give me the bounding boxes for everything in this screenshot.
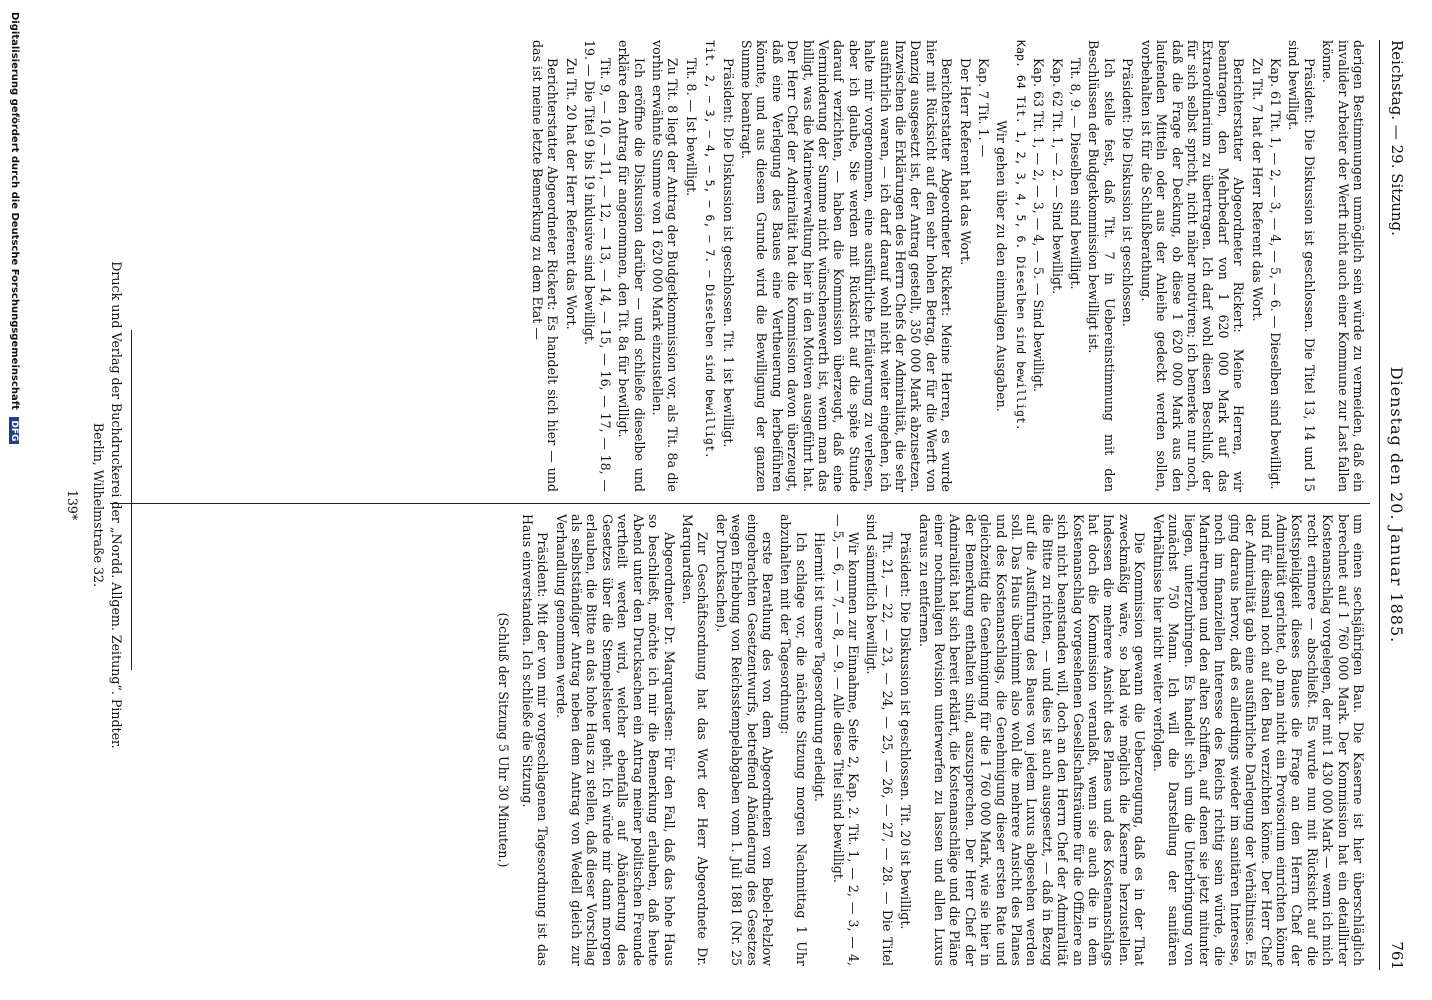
paragraph: Ich schlage vor, die nächste Sitzung morgen Nachmittag 1 Uhr abzuhalten mit der Tagesordnung: [778,514,809,966]
printer-imprint: Druck und Verlag der Buchdruckerei der „Nordd. Allgem. Zeitung“. Pindter. [109,261,124,749]
paragraph: Berichterstatter Abgeordneter Rickert: Meine Herren, es wurde hier mit Rücksicht auf den sehr hohen Betrag, der für die Werft von Danzig ausgesetzt ist, der Antrag gestellt, 350 000 Mark abzusetzen. Inzwischen die Erklärungen des Herrn Chefs der Admiralität, die sehr ausführlich waren, — ich darf darauf wohl nicht weiter eingehen, ich halte mir vorgenommen, eine ausführliche Erläuterung zu verlesen, aber ich glaube, Sie werden mit Rücksicht auf die späte Stunde darauf verzichten, — haben die Kommission überzeugt, daß eine Verminderung der Summe nicht wünschenswerth ist, wenn man das billigt, was die Marineverwaltung hier in den Motiven ausgeführt hat. Der Herr Chef der Admiralität hat die Kommission davon überzeugt, daß eine Verlegung des Baues eine Vertheuerung herbeiführen könnte, und aus diesem Grunde wird die Bewilligung der ganzen Summe beantragt. [738,40,955,492]
paragraph: Tit. 2, — 3, — 4, — 5, — 6, — 7. — Dieselben sind bewilligt. [703,40,718,459]
printer-address: Berlin, Wilhelmstraße 32. [91,422,106,588]
paragraph: derigen Bestimmungen unmöglich sein würde zu vermeiden, daß ein invalider Arbeiter der Werft nicht auch einer Kommune zur Last fallen könne. [1320,40,1366,492]
paragraph: Tit. 21, — 22, — 23, — 24, — 25, — 26, — 27, — 28. — Die Titel sind sämmtlich bewilligt. [864,514,895,966]
paragraph: Präsident: Die Diskussion ist geschlossen. Die Titel 13, 14 und 15 sind bewilligt. [1286,40,1317,492]
paragraph: Hiermit ist unsere Tagesordnung erledigt. [812,532,828,802]
paragraph: Berichterstatter Abgeordneter Rickert: Es handelt sich hier — und das ist meine letzte Bemerkung zu dem Etat — [530,40,561,492]
page-header [1380,40,1412,970]
paragraph: Tit. 8. — Ist bewilligt. [683,58,699,197]
digitization-note [9,12,20,444]
digitization-text: Digitalisierung gefördert durch die Deutsche Forschungsgemeinschaft [9,12,20,410]
footer-rule [131,330,132,670]
paragraph: Ich stelle fest, daß Tit. 7 in Uebereinstimmung mit den Beschlüssen der Budgetkommission bewilligt ist. [1086,40,1117,492]
paragraph: Zur Geschäftsordnung hat das Wort der Herr Abgeordnete Dr. Marquardsen. [679,514,711,966]
paragraph: Zu Tit. 8 liegt der Antrag der Budgetkommission vor, als Tit. 8a die vorhin erwähnte Summe von 1 620 000 Mark einzustellen. [649,40,681,492]
header-session: Reichstag. — 29. Sitzung. [1388,40,1406,236]
paragraph: Ich eröffne die Diskussion darüber — und schließe dieselbe und erkläre den Antrag für angenommen, den Tit. 8a für bewilligt. [616,40,647,492]
paragraph: Präsident: Die Diskussion ist geschlossen. [1120,58,1136,327]
dfg-logo: DFG [9,417,19,444]
paragraph: Kap. 61 Tit. 1, — 2, — 3, — 4, — 5, — 6. — Dieselben sind bewilligt. [1267,58,1283,490]
paragraph: Präsident: Die Diskussion ist geschlossen. Tit. 20 ist bewilligt. [898,532,914,930]
paragraph: Berichterstatter Abgeordneter Rickert: Meine Herren, wir beantragen, den Mehrbedarf von 1 620 000 Mark auf das Extraordinarium zu übertragen. Ich darf wohl diesen Beschluß, der für sich selbst spricht, nicht näher motiviren; ich bemerke nur noch, daß die Frage der Deckung, ob diese 1 620 000 Mark aus den laufenden Mitteln oder aus der Anleihe gedeckt werden sollen, vorbehalten ist für die Schlußberathung. [1138,40,1247,492]
header-date: Dienstag den 20. Januar 1885. [1387,366,1406,644]
paragraph: Wir kommen zur Einnahme, Seite 2, Kap. 2. Tit. 1, — 2, — 3, — 4, — 5, — 6, — 7, — 8, — 9. — Alle diese Titel sind bewilligt. [830,514,861,966]
paragraph: erste Berathung des von dem Abgeordneten von Bebel-Pelzlow eingebrachten Gesetzentwurfs, betreffend Abänderung des Gesetzes wegen Erhebung von Reichsstempelabgaben vom 1. Juli 1881 (Nr. 25 der Drucksachen). [713,514,775,966]
paragraph: Zu Tit. 7 hat der Herr Referent das Wort. [1249,58,1265,322]
session-end-note: (Schluß der Sitzung 5 Uhr 30 Minuten.) [496,612,512,868]
paragraph: Präsident: Die Diskussion ist geschlossen. Tit. 1 ist bewilligt. [720,58,736,448]
left-column [527,40,1366,492]
header-rule [1379,40,1380,970]
paragraph: Tit. 8, 9. — Dieselben sind bewilligt. [1068,58,1084,290]
paragraph: Zu Tit. 20 hat der Herr Referent das Wort. [563,58,579,330]
paragraph: Kap. 64 Tit. 1, 2, 3, 4, 5, 6. Dieselben sind bewilligt. [1013,40,1028,431]
header-page-number: 761 [1388,941,1406,970]
paragraph: Die Kommission gewann die Ueberzeugung, daß es in der That zweckmäßig wäre, so bald wie möglich die Kaserne herzustellen. Indessen die mehrere Ansicht des Planes und des Kostenanschlags hat doch die Kommission veranlaßt, wenn sie auch die in dem Kostenanschlag vorgesehenen Gesellschaftsräume für die Offiziere an sich nicht beanstanden will, doch an den Herrn Chef der Admiralität die Bitte zu richten, — und dies ist auch ausgesetzt, — daß in Bezug auf die Ausführung des Baues von jedem Luxus abgesehen werden soll. Das Haus übernimmt also wohl die mehrere Ansicht des Planes und des Kostenanschlags, die Genehmigung dieser ersten Rate und gleichzeitig die Genehmigung für die 1 760 000 Mark, wie sie hier in der Bemerkung enthalten sind, auszusprechen. Der Herr Chef der Admiralität hat sich bereit erklärt, die Kostenanschläge und die Pläne einer nochmaligen Revision unterwerfen zu lassen und allen Luxus daraus zu entfernen. [916,514,1148,966]
right-column [493,514,1366,966]
section-heading: Wir gehen über zu den einmaligen Ausgaben. [994,120,1010,412]
paragraph: Präsident: Mit der von mir vorgeschlagenen Tagesordnung ist das Haus einverstanden. Ich schließe die Sitzung. [519,514,551,966]
column-divider [110,503,1370,504]
sheet-signature: 139* [65,489,80,521]
paragraph: Kap. 63 Tit. 1, — 2, — 3, — 4, — 5. — Sind bewilligt. [1031,58,1047,392]
paragraph: Abgeordneter Dr. Marquardsen: Für den Fall, daß das hohe Haus so beschließt, möchte ich mir die Bemerkung erlauben, daß heute Abend unter den Drucksachen ein Antrag meiner politischen Freunde vertheilt werden wird, welcher ebenfalls auf Abänderung des Gesetzes über die Stempelsteuer geht. Ich würde mir dann morgen erlauben, die Bitte an das hohe Haus zu stellen, daß dieser Vorschlag als selbstständiger Antrag neben dem Antrag von Wedell gleich zur Verhandlung genommen werde. [553,514,677,966]
paragraph: um einen sechsjährigen Bau. Die Kaserne ist hier überschläglich berechnet auf 1 760 000 Mark. Der Kommission hat ein detaillirter Kostenanschlag vorgelegen, der mit 1 430 000 Mark — wenn ich mich recht erinnere — abschließt. Es wurde nun mit Rücksicht auf die Kostspieligkeit dieses Baues die Frage an den Herrn Chef der Admiralität gerichtet, ob man nicht ein Provisorium einrichten könne und für diesmal noch auf den Bau verzichten könne. Der Herr Chef der Admiralität gab eine ausführliche Darlegung der Verhältnisse. Es ging daraus hervor, daß es allerdings wieder im sanitären Interesse, noch im finanziellen Interesse des Reichs richtig sein würde, die Marinetruppen und den alten Schiffen, auf denen sie jetzt mitunter liegen, unterzubringen. Es handelt sich um die Unterbringung von zunächst 750 Mann. Ich will die Darstellung der sanitären Verhältnisse hier nicht weiter verfolgen. [1150,514,1366,966]
paragraph: Tit. 9, — 10, — 11, — 12, — 13, — 14, — 15, — 16, — 17, — 18, — 19. — Die Titel 9 bis 19 inklusive sind bewilligt. [582,40,613,492]
paragraph: Der Herr Referent hat das Wort. [957,58,973,266]
paragraph: Kap. 7 Tit. 1. — [976,58,992,158]
paragraph: Kap. 62 Tit. 1, — 2. — Sind bewilligt. [1049,58,1065,295]
